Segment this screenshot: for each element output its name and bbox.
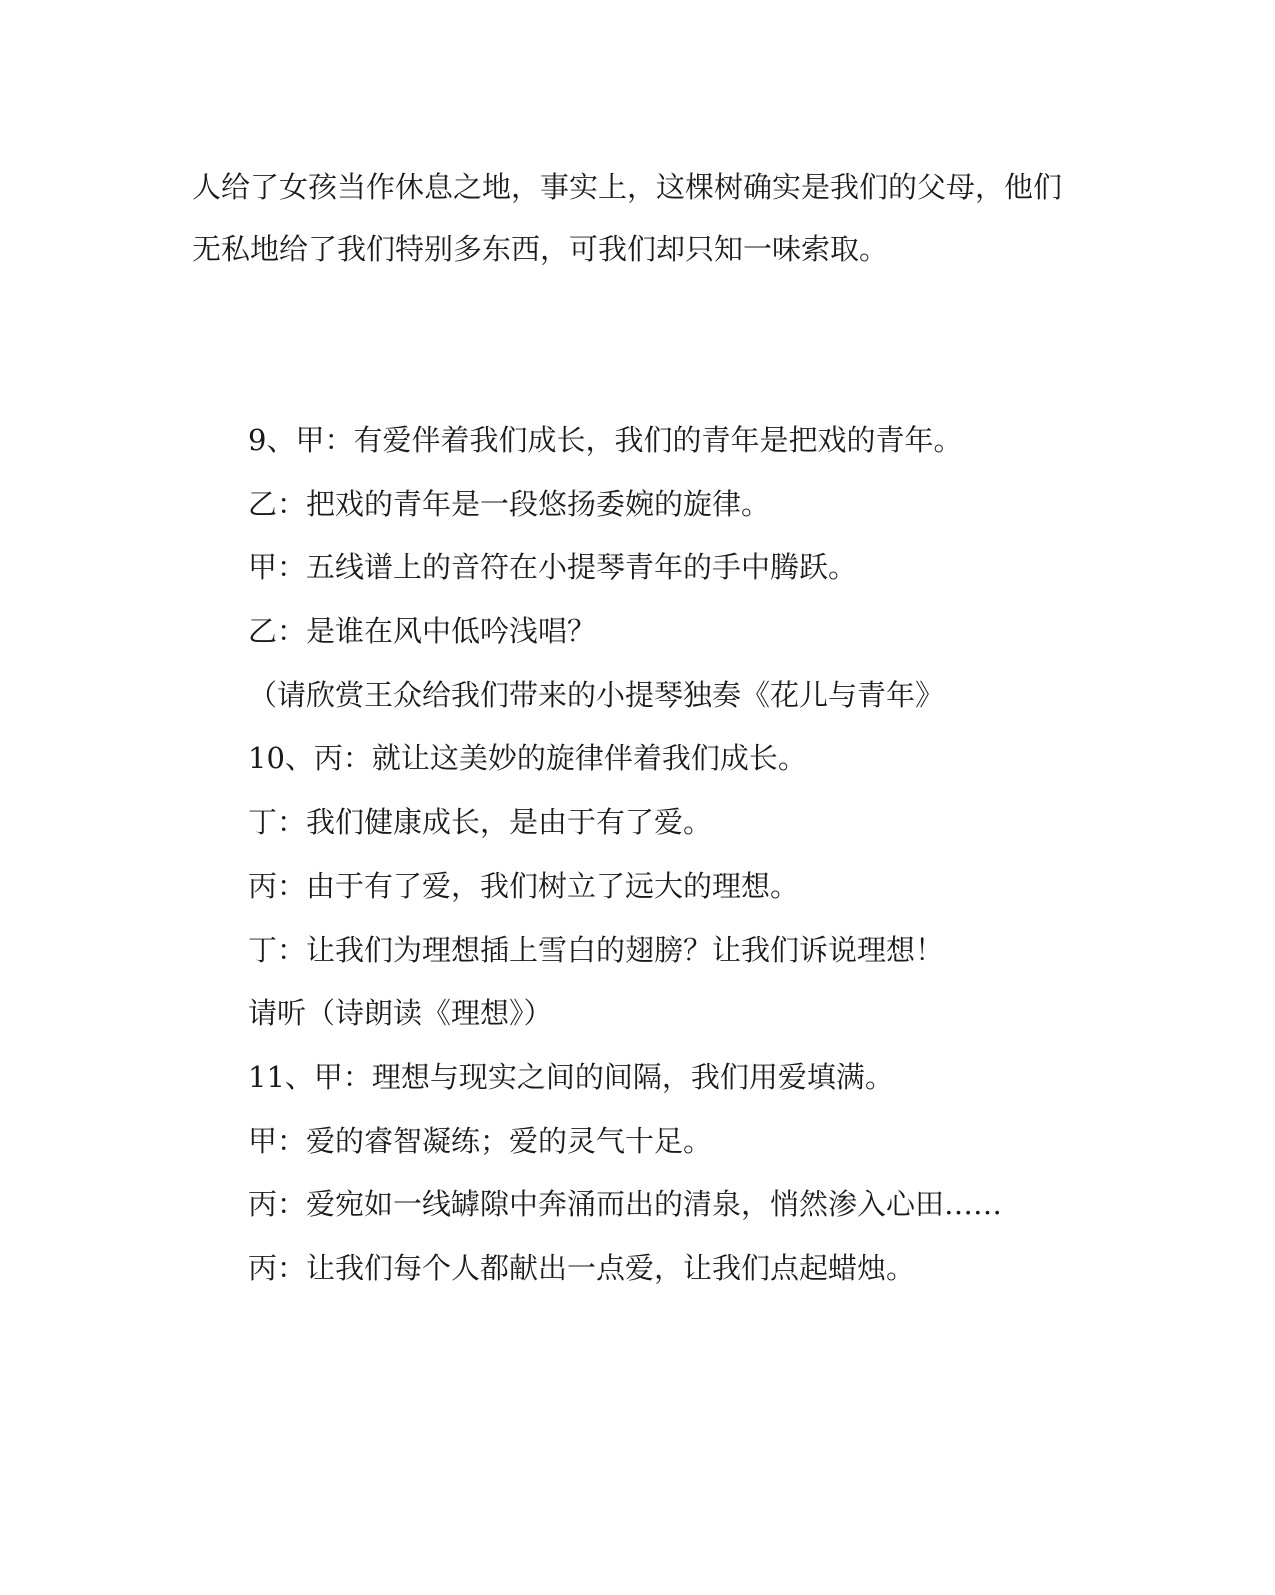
dialogue-line: 11、甲：理想与现实之间的间隔，我们用爱填满。 — [248, 1059, 894, 1094]
dialogue-line: 乙：把戏的青年是一段悠扬委婉的旋律。 — [248, 486, 771, 521]
dialogue-line: （请欣赏王众给我们带来的小提琴独奏《花儿与青年》 — [248, 677, 945, 712]
dialogue-line: 甲：五线谱上的音符在小提琴青年的手中腾跃。 — [248, 550, 858, 585]
dialogue-line: 甲：爱的睿智凝练；爱的灵气十足。 — [248, 1123, 713, 1158]
intro-paragraph — [192, 164, 1092, 288]
paragraph-line: 无私地给了我们特别多东西，可我们却只知一味索取。 — [192, 232, 889, 266]
dialogue-line: 请听（诗朗读《理想》） — [248, 996, 553, 1031]
dialogue-line: 丁：我们健康成长，是由于有了爱。 — [248, 805, 713, 840]
dialogue-line: 丙：让我们每个人都献出一点爱，让我们点起蜡烛。 — [248, 1250, 916, 1285]
dialogue-block — [248, 417, 1128, 1309]
dialogue-line: 丁：让我们为理想插上雪白的翅膀？让我们诉说理想！ — [248, 932, 945, 967]
paragraph-line: 人给了女孩当作休息之地，事实上，这棵树确实是我们的父母，他们 — [192, 170, 1063, 204]
dialogue-line: 丙：爱宛如一线罅隙中奔涌而出的清泉，悄然渗入心田…… — [248, 1187, 1003, 1222]
dialogue-line: 丙：由于有了爱，我们树立了远大的理想。 — [248, 868, 800, 903]
dialogue-line: 9、甲：有爱伴着我们成长，我们的青年是把戏的青年。 — [248, 423, 963, 457]
dialogue-line: 乙：是谁在风中低吟浅唱？ — [248, 614, 597, 649]
dialogue-line: 10、丙：就让这美妙的旋律伴着我们成长。 — [248, 741, 807, 776]
